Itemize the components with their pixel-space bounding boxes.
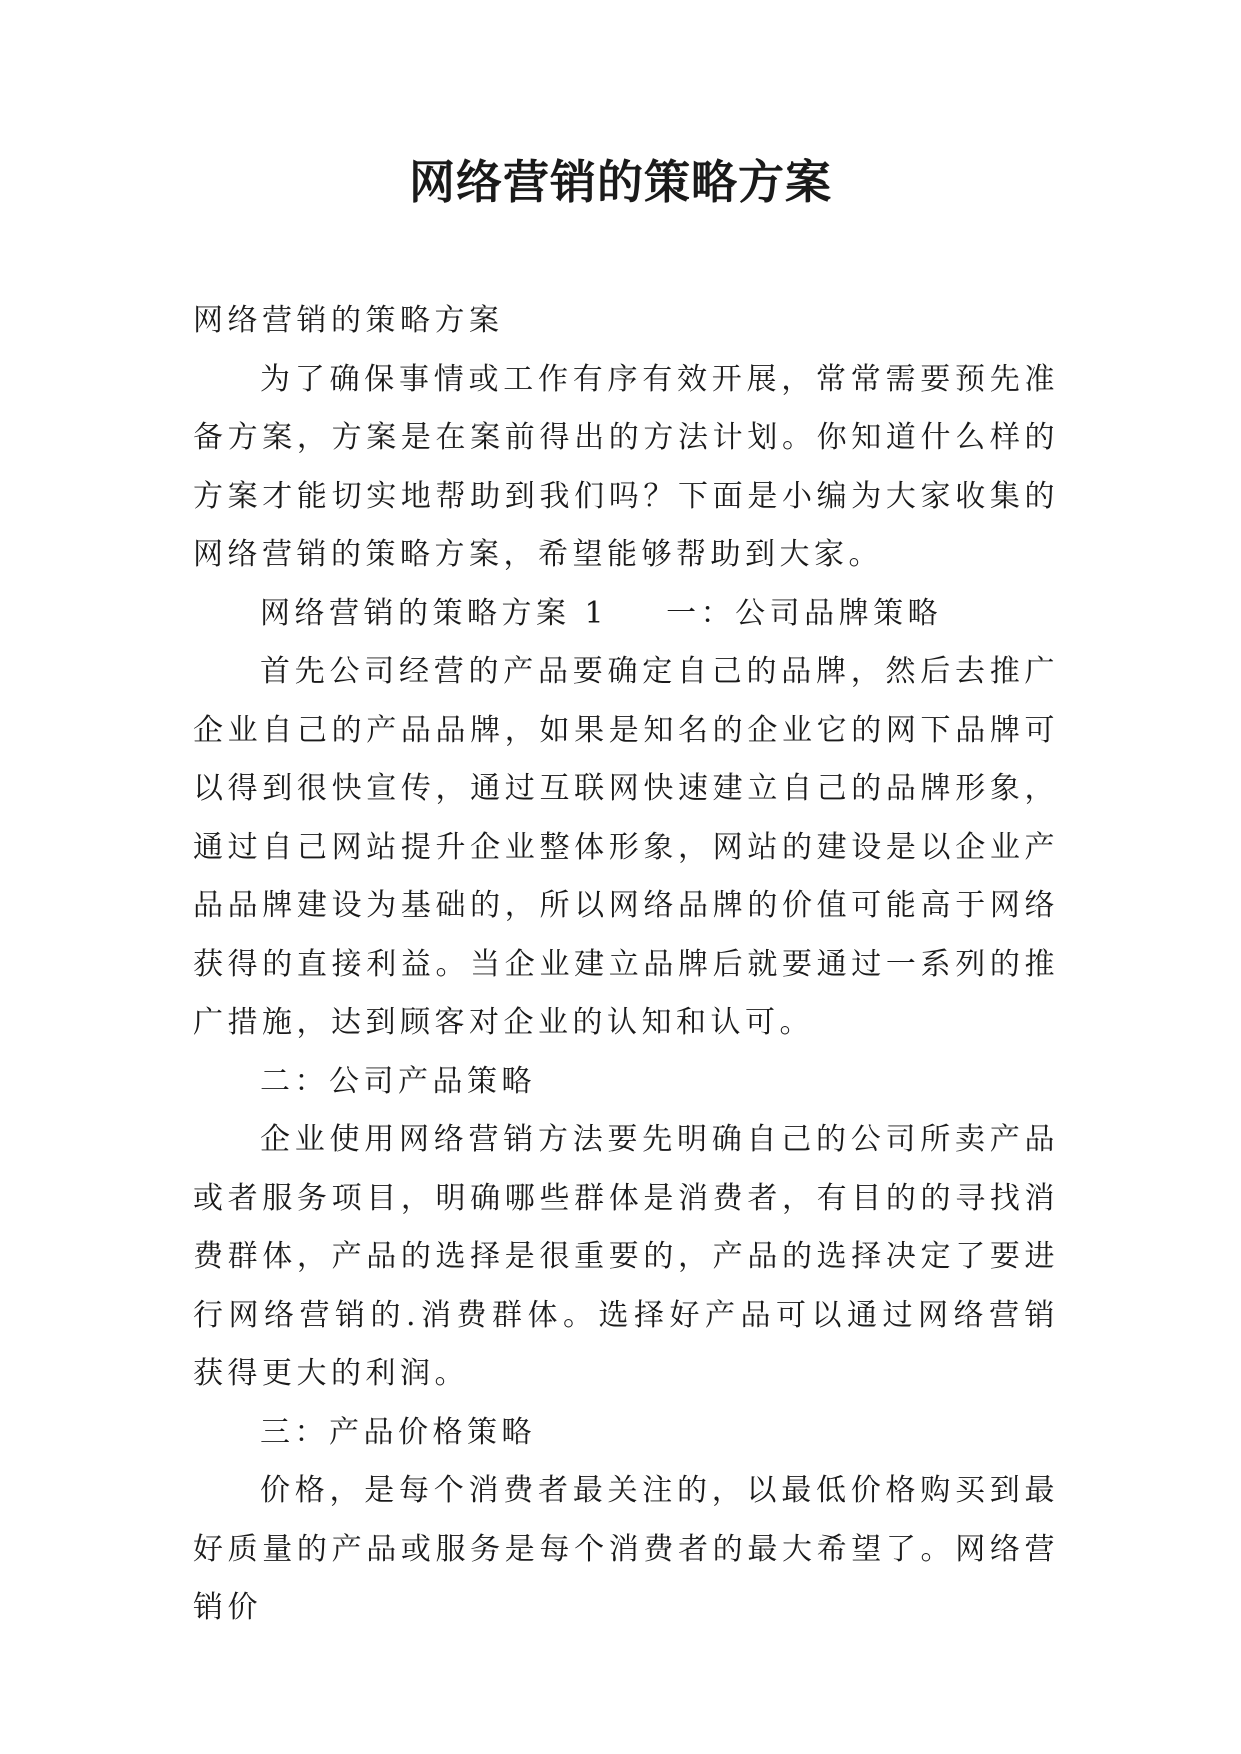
section3-heading: 三：产品价格策略 bbox=[260, 1414, 536, 1450]
section2-paragraph: 企业使用网络营销方法要先明确自己的公司所卖产品或者服务项目，明确哪些群体是消费者，有目的的寻找消费群体，产品的选择是很重要的，产品的选择决定了要进行网络营销的.消费群体。选择好产品可以通过网络营销获得更大的利润。 bbox=[193, 1122, 1059, 1391]
document-body bbox=[193, 292, 1059, 1638]
section2-heading: 二：公司产品策略 bbox=[260, 1063, 536, 1099]
section1-paragraph: 首先公司经营的产品要确定自己的品牌，然后去推广企业自己的产品品牌，如果是知名的企业它的网下品牌可以得到很快宣传，通过互联网快速建立自己的品牌形象，通过自己网站提升企业整体形象，网站的建设是以企业产品品牌建设为基础的，所以网络品牌的价值可能高于网络获得的直接利益。当企业建立品牌后就要通过一系列的推广措施，达到顾客对企业的认知和认可。 bbox=[193, 654, 1059, 1040]
intro-paragraph: 为了确保事情或工作有序有效开展，常常需要预先准备方案，方案是在案前得出的方法计划。你知道什么样的方案才能切实地帮助到我们吗？下面是小编为大家收集的网络营销的策略方案，希望能够帮助到大家。 bbox=[193, 361, 1059, 572]
document-title: 网络营销的策略方案 bbox=[409, 155, 832, 209]
document-subtitle: 网络营销的策略方案 bbox=[193, 303, 504, 338]
section1-name: 网络营销的策略方案 1 bbox=[260, 595, 609, 631]
section1-heading-line bbox=[193, 585, 1059, 644]
section3-paragraph: 价格，是每个消费者最关注的，以最低价格购买到最好质量的产品或服务是每个消费者的最大希望了。网络营销价 bbox=[193, 1473, 1059, 1625]
section1-heading: 一：公司品牌策略 bbox=[666, 595, 943, 631]
